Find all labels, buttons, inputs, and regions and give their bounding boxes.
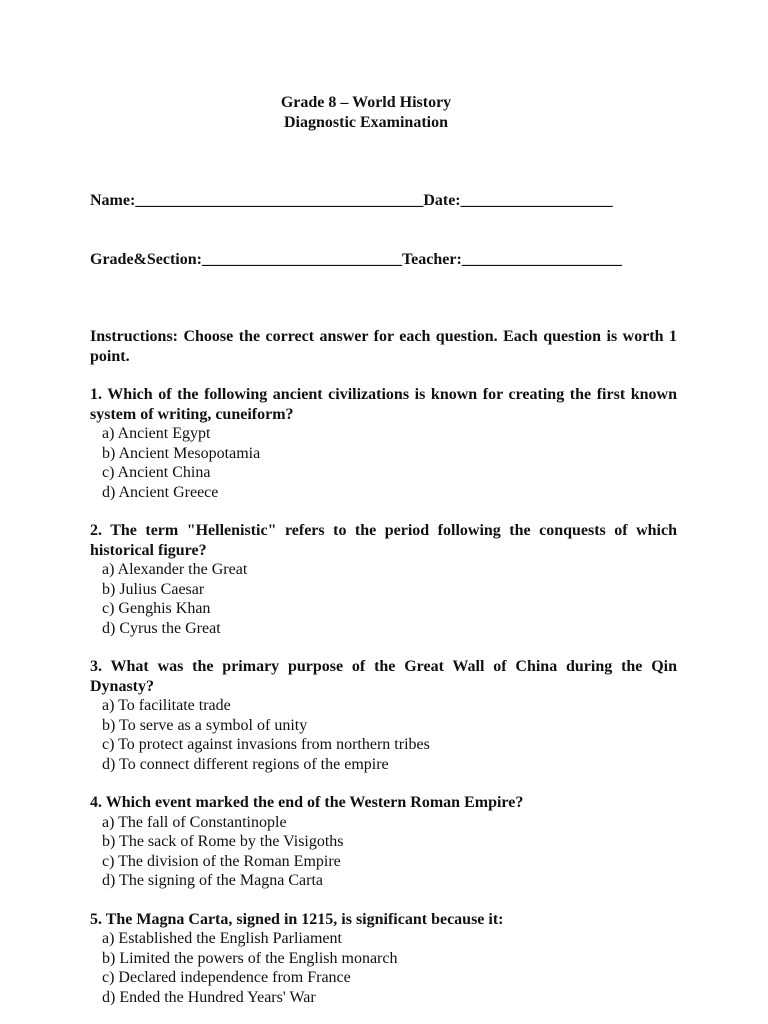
option-d: d) Cyrus the Great: [102, 619, 221, 637]
question-text: 5. The Magna Carta, signed in 1215, is significant because it:: [90, 910, 504, 928]
question-4: [90, 793, 677, 891]
exam-page: [90, 93, 677, 1007]
option-c: c) Ancient China: [102, 464, 211, 481]
answer-options: [90, 929, 677, 1007]
question-text: 3. What was the primary purpose of the Great Wall of China during the Qin Dynasty?: [90, 658, 677, 695]
grade-teacher-line: Grade&Section:_________________________Teacher:____________________: [90, 250, 622, 268]
option-b: b) To serve as a symbol of unity: [102, 716, 308, 734]
answer-options: [90, 424, 677, 502]
answer-options: [90, 696, 677, 774]
question-5: [90, 910, 677, 1008]
question-3: [90, 657, 677, 774]
option-b: b) The sack of Rome by the Visigoths: [102, 833, 344, 850]
question-1: [90, 385, 677, 502]
answer-options: [90, 560, 677, 638]
student-info-block: [90, 152, 677, 308]
option-d: d) The signing of the Magna Carta: [102, 872, 323, 889]
option-d: d) To connect different regions of the empire: [102, 755, 389, 773]
question-text: 4. Which event marked the end of the Western Roman Empire?: [90, 794, 524, 811]
option-b: b) Limited the powers of the English monarch: [102, 949, 398, 967]
option-b: b) Julius Caesar: [102, 580, 205, 598]
option-a: a) Ancient Egypt: [102, 425, 211, 442]
option-a: a) The fall of Constantinople: [102, 813, 287, 831]
answer-options: [90, 813, 677, 891]
option-c: c) Genghis Khan: [102, 600, 211, 617]
option-c: c) The division of the Roman Empire: [102, 852, 341, 870]
option-c: c) Declared independence from France: [102, 969, 351, 986]
question-2: [90, 521, 677, 638]
exam-title: [90, 93, 642, 132]
title-line-1: Grade 8 – World History: [280, 94, 452, 111]
name-date-line: Name:____________________________________Date:___________________: [90, 192, 613, 209]
option-c: c) To protect against invasions from northern tribes: [102, 736, 430, 753]
question-text: 1. Which of the following ancient civilizations is known for creating the first known system of writing, cuneiform?: [90, 386, 677, 423]
instructions: Instructions: Choose the correct answer for each question. Each question is worth 1 point.: [90, 328, 677, 365]
option-d: d) Ended the Hundred Years' War: [102, 988, 316, 1006]
option-a: a) Established the English Parliament: [102, 930, 342, 947]
option-a: a) Alexander the Great: [102, 561, 248, 578]
option-d: d) Ancient Greece: [102, 483, 219, 501]
question-text: 2. The term "Hellenistic" refers to the period following the conquests of which historical figure?: [90, 522, 677, 559]
title-line-2: Diagnostic Examination: [283, 113, 448, 131]
option-a: a) To facilitate trade: [102, 697, 231, 714]
option-b: b) Ancient Mesopotamia: [102, 444, 261, 462]
